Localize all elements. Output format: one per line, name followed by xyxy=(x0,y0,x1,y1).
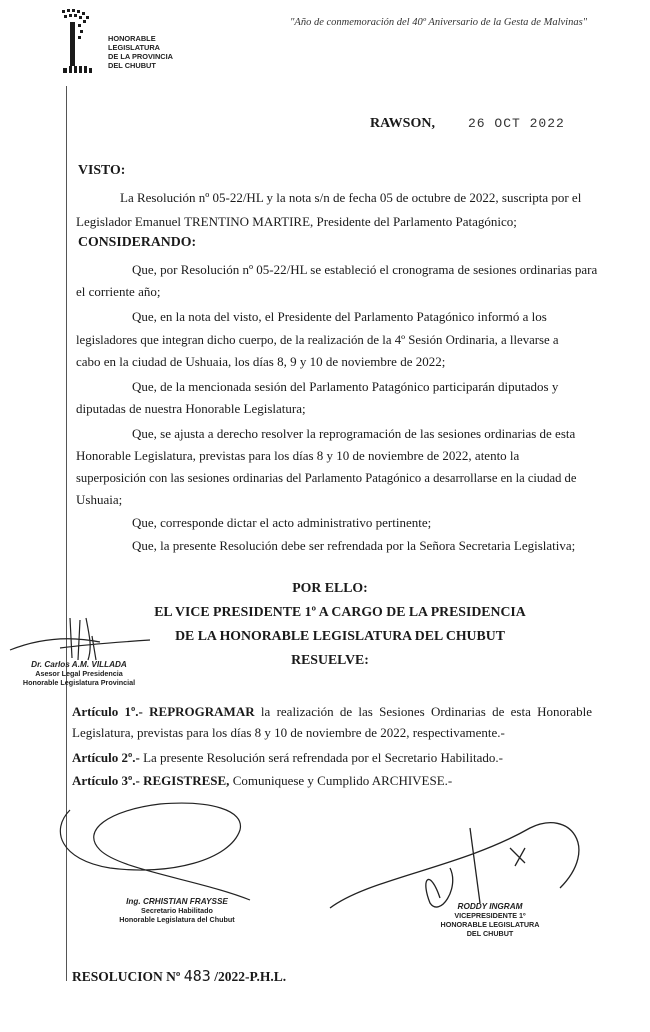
article-1-verb: REPROGRAMAR xyxy=(149,704,255,719)
fraysse-institution: Honorable Legislatura del Chubut xyxy=(119,915,235,924)
article-1-text: la realización de las Sesiones Ordinarias de esta Honorable Legislatura, previstas para los días 8 y 10 de noviembre de 2022, respectivamente.- xyxy=(72,704,593,740)
considerando-line: legisladores que integran dicho cuerpo, de la realización de la 4º Sesión Ordinaria, a llevarse a xyxy=(76,333,559,347)
vice-president-line: EL VICE PRESIDENTE 1º A CARGO DE LA PRESIDENCIA xyxy=(154,604,526,619)
visto-line: Legislador Emanuel TRENTINO MARTIRE, Presidente del Parlamento Patagónico; xyxy=(76,214,517,229)
por-ello: POR ELLO: xyxy=(292,580,368,595)
considerando-line: Ushuaia; xyxy=(76,492,123,507)
considerando-line: Que, de la mencionada sesión del Parlamento Patagónico participarán diputados y xyxy=(132,379,559,394)
article-3 xyxy=(72,770,592,791)
place-label: RAWSON, xyxy=(370,116,435,131)
ingram-title: VICEPRESIDENTE 1º xyxy=(454,911,526,920)
considerando-line: Que, corresponde dictar el acto administrativo pertinente; xyxy=(132,515,432,530)
institution-line: DE LA PROVINCIA xyxy=(108,52,174,61)
villada-name: Dr. Carlos A.M. VILLADA xyxy=(31,660,127,669)
article-1-label: Artículo 1º.- xyxy=(72,704,143,719)
villada-title: Asesor Legal Presidencia xyxy=(35,669,123,678)
considerando-line: el corriente año; xyxy=(76,284,161,299)
header-motto: "Año de conmemoración del 40º Aniversario de la Gesta de Malvinas" xyxy=(290,17,588,28)
article-3-label: Artículo 3º.- xyxy=(72,773,140,788)
institution-line: DEL CHUBUT xyxy=(108,61,156,70)
article-2-text: La presente Resolución será refrendada por el Secretario Habilitado.- xyxy=(143,750,503,765)
resolution-suffix: /2022-P.H.L. xyxy=(214,969,287,984)
article-3-verb: REGISTRESE, xyxy=(143,773,230,788)
fraysse-block xyxy=(112,897,242,924)
considerando-line: Que, por Resolución nº 05-22/HL se estableció el cronograma de sesiones ordinarias para xyxy=(132,262,598,277)
resolution-label: RESOLUCION Nº xyxy=(72,969,181,984)
legislature-logo xyxy=(60,8,100,74)
article-2 xyxy=(72,747,592,768)
article-1 xyxy=(72,701,592,743)
visto-line: La Resolución nº 05-22/HL y la nota s/n de fecha 05 de octubre de 2022, suscripta por el xyxy=(120,190,582,205)
institution-line: HONORABLE xyxy=(108,34,156,43)
considerando-line: diputadas de nuestra Honorable Legislatura; xyxy=(76,401,306,416)
considerando-line: cabo en la ciudad de Ushuaia, los días 8, 9 y 10 de noviembre de 2022; xyxy=(76,354,446,369)
considerando-line: Honorable Legislatura, previstas para los días 8 y 10 de noviembre de 2022, atento la xyxy=(76,448,520,463)
article-3-text: Comuniquese y Cumplido ARCHIVESE.- xyxy=(232,773,453,788)
fraysse-title: Secretario Habilitado xyxy=(141,906,213,915)
ingram-block xyxy=(410,902,570,938)
signature-fraysse xyxy=(40,790,270,910)
considerando-line: Que, en la nota del visto, el Presidente del Parlamento Patagónico informó a los xyxy=(132,309,547,324)
resolution-number xyxy=(72,967,286,985)
visto-heading: VISTO: xyxy=(78,162,126,177)
legislature-line: DE LA HONORABLE LEGISLATURA DEL CHUBUT xyxy=(175,628,505,643)
considerando-line: Que, la presente Resolución debe ser refrendada por la Señora Secretaria Legislativa; xyxy=(132,538,576,553)
institution-name xyxy=(108,34,173,70)
considerando-line: Que, se ajusta a derecho resolver la reprogramación de las sesiones ordinarias de esta xyxy=(132,426,576,441)
villada-block xyxy=(0,660,158,687)
ingram-institution: HONORABLE LEGISLATURA xyxy=(440,920,540,929)
ingram-name: RODDY INGRAM xyxy=(457,902,523,911)
considerando-line: superposición con las sesiones ordinarias del Parlamento Patagónico a desarrollarse en la ciudad de xyxy=(76,471,577,485)
ingram-province: DEL CHUBUT xyxy=(466,929,514,938)
article-2-label: Artículo 2º.- xyxy=(72,750,140,765)
fraysse-name: Ing. CRHISTIAN FRAYSSE xyxy=(126,897,228,906)
considerando-heading: CONSIDERANDO: xyxy=(78,234,197,249)
resolution-handwritten-number: 483 xyxy=(183,967,211,985)
villada-institution: Honorable Legislatura Provincial xyxy=(22,678,136,687)
date-stamp: 26 OCT 2022 xyxy=(468,116,565,131)
resuelve: RESUELVE: xyxy=(291,652,369,667)
institution-line: LEGISLATURA xyxy=(108,43,161,52)
